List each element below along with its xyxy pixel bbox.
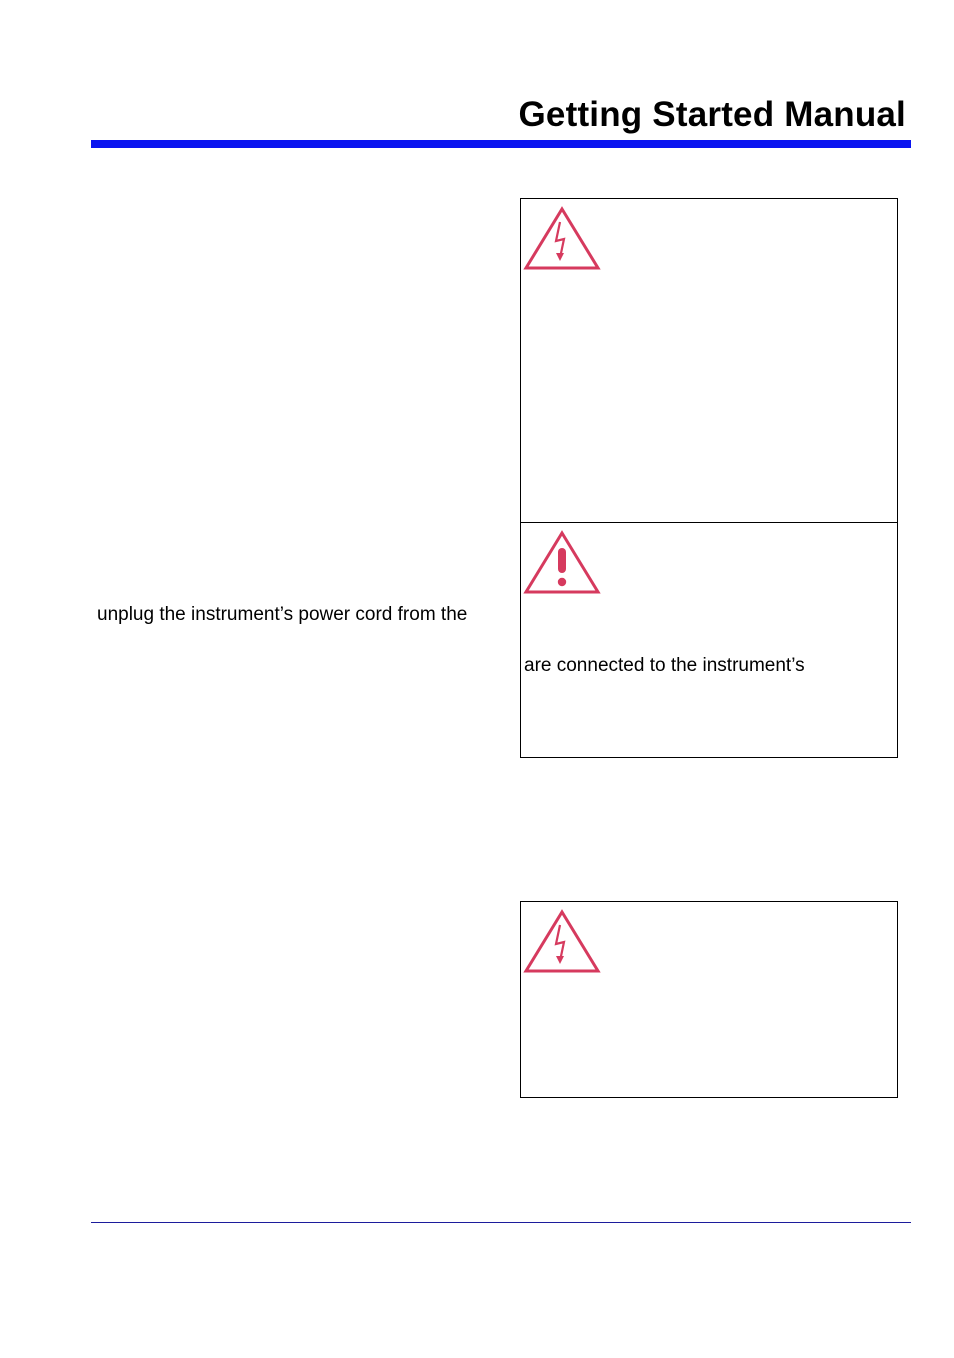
page-title: Getting Started Manual <box>518 95 906 134</box>
caution-exclamation-icon <box>523 529 601 595</box>
footer-rule <box>91 1222 911 1223</box>
caution-text: are connected to the instrument’s <box>524 655 805 676</box>
body-text-fragment: unplug the instrument’s power cord from the <box>97 604 468 625</box>
warning-callout-box <box>520 901 898 1098</box>
electrical-shock-warning-icon <box>523 908 601 974</box>
electrical-shock-warning-icon <box>523 205 601 271</box>
header-rule <box>91 140 911 148</box>
caution-callout-box <box>520 522 898 758</box>
warning-callout-box <box>520 198 898 523</box>
